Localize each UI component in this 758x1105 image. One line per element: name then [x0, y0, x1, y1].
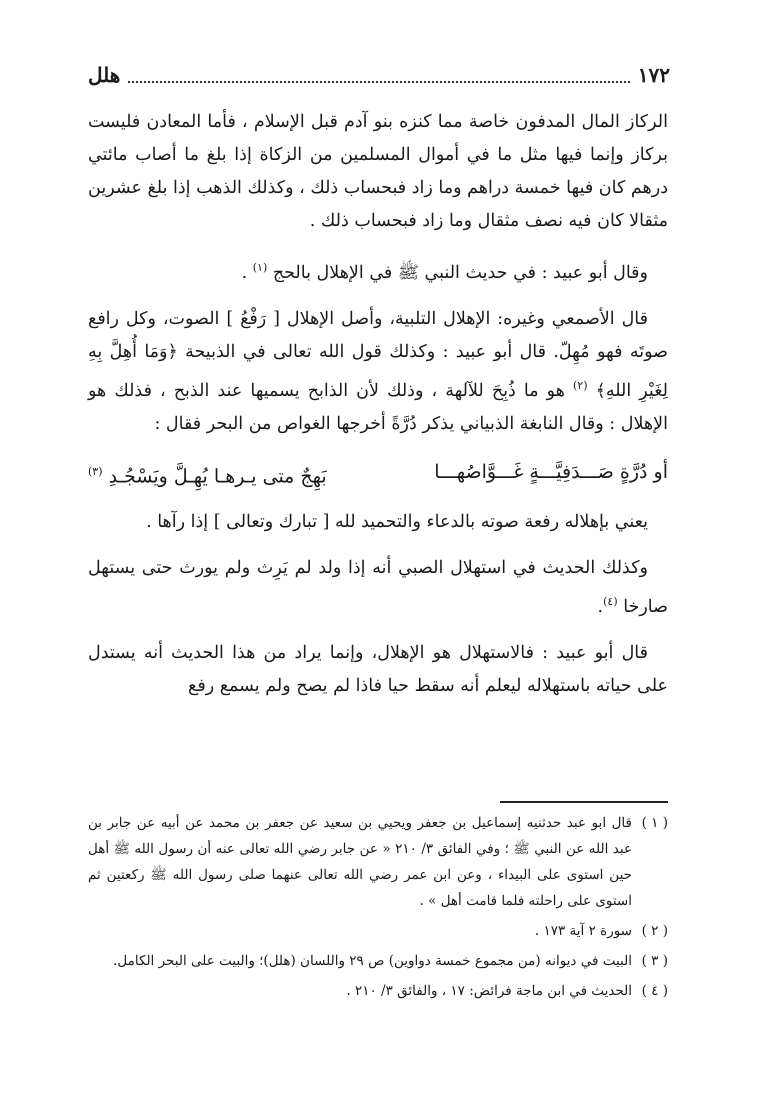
poem-second-hemistich-wrap	[88, 454, 327, 494]
page-number: ١٧٢	[637, 63, 670, 87]
paragraph-3-text-b: هو ما ذُبِحَ للآلهة ، وذلك لأن الذابح يسميها عند الذبح ، فذلك هو الإهلال : وقال النابغة الذبياني يذكر دُرَّةً أخرجها الغواص من البحر فقال :	[88, 380, 668, 434]
paragraph-5-text: وكذلك الحديث في استهلال الصبي أنه إذا ولد لم يَرِث ولم يورث حتى يستهل صارخا	[88, 557, 668, 617]
footnote-item	[88, 978, 668, 1004]
footnote-number: ( ١ )	[641, 815, 668, 831]
paragraph-3-text-a: قال الأصمعي وغيره: الإهلال التلبية، وأصل الإهلال [ رَفْعُ ] الصوت، وكل رافع صوتَه فهو مُهِلّ. قال أبو عبيد : وكذلك قول الله تعالى في الذبيحة ﴿وَمَا أُهِلَّ بِهِ لِغَيْرِ اللهِ﴾	[88, 308, 668, 401]
footnote-ref-4: (٤)	[603, 594, 618, 608]
footnote-ref-2: (٢)	[572, 378, 588, 392]
main-text	[88, 106, 668, 716]
paragraph-5-end: .	[597, 596, 604, 617]
footnotes	[88, 810, 668, 1008]
footnote-text: قال ابو عبد حدثنيه إسماعيل بن جعفر ويحيي بن سعيد عن جعفر بن محمد عن أبيه عن جابر بن عبد الله عن النبي ﷺ ؛ وفي الفائق ٣/ ٢١٠ « عن جابر رضي الله تعالى عنه أن رسول الله ﷺ أهل حين استوى على البيداء ، وعن ابن عمر رضي الله تعالى عنهما صلى رسول الله ﷺ ركعتين ثم استوى على راحلته فلما قامت أهل » .	[88, 815, 633, 909]
footnote-ref-3: (٣)	[88, 464, 103, 478]
paragraph-6: قال أبو عبيد : فالاستهلال هو الإهلال، وإنما يراد من هذا الحديث أنه يستدل على حياته باستهلاله ليعلم أنه سقط حيا فاذا لم يصح ولم يسمع رفع	[88, 642, 668, 696]
footnote-text: الحديث في ابن ماجة فرائض: ١٧ ، والفائق ٣/ ٢١٠ .	[346, 983, 632, 999]
footnote-number: ( ٢ )	[641, 923, 668, 939]
poem-verse	[88, 454, 668, 494]
footnote-number: ( ٤ )	[641, 983, 668, 999]
paragraph-2-text: وقال أبو عبيد : في حديث النبي ﷺ في الإهلال بالحج	[272, 262, 648, 283]
footnote-separator	[500, 801, 668, 803]
page-header	[88, 58, 670, 92]
poem-second-hemistich: بَهِجٌ متى يـرهـا يُهِـلَّ ويَسْجُـدِ	[108, 464, 327, 487]
footnote-number: ( ٣ )	[641, 953, 668, 969]
paragraph-3	[88, 303, 668, 441]
footnote-text: سورة ٢ آية ١٧٣ .	[534, 923, 632, 939]
paragraph-4: يعني بإهلاله رفعة صوته بالدعاء والتحميد لله [ تبارك وتعالى ] إذا رآها .	[146, 511, 648, 532]
footnote-item	[88, 810, 668, 914]
footnote-item	[88, 918, 668, 944]
footnote-ref-1: (١)	[252, 261, 268, 274]
footnote-item	[88, 948, 668, 974]
header-dotted-leader	[128, 67, 629, 83]
paragraph-5	[88, 552, 668, 624]
header-headword: هلل	[88, 63, 121, 87]
paragraph-2-end: .	[241, 262, 253, 283]
paragraph-2	[88, 251, 668, 290]
footnote-text: البيت في ديوانه (من مجموع خمسة دواوين) ص ٢٩ واللسان (هلل)؛ والبيت على البحر الكامل.	[113, 953, 632, 969]
paragraph-1: الركاز المال المدفون خاصة مما كنزه بنو آدم قبل الإسلام ، فأما المعادن فليست بركاز وإنما فيها مثل ما في أموال المسلمين من الزكاة إذا بلغ ما أصاب مائتي درهم كان فيها خمسة دراهم وما زاد فبحساب ذلك ، وكذلك الذهب إذا بلغ عشرين مثقالا كان فيه نصف مثقال وما زاد فبحساب ذلك .	[88, 112, 668, 231]
poem-first-hemistich: أو دُرَّةٍ صَـــدَفِيَّـــةٍ غَـــوَّاصُهـــا	[434, 460, 668, 483]
